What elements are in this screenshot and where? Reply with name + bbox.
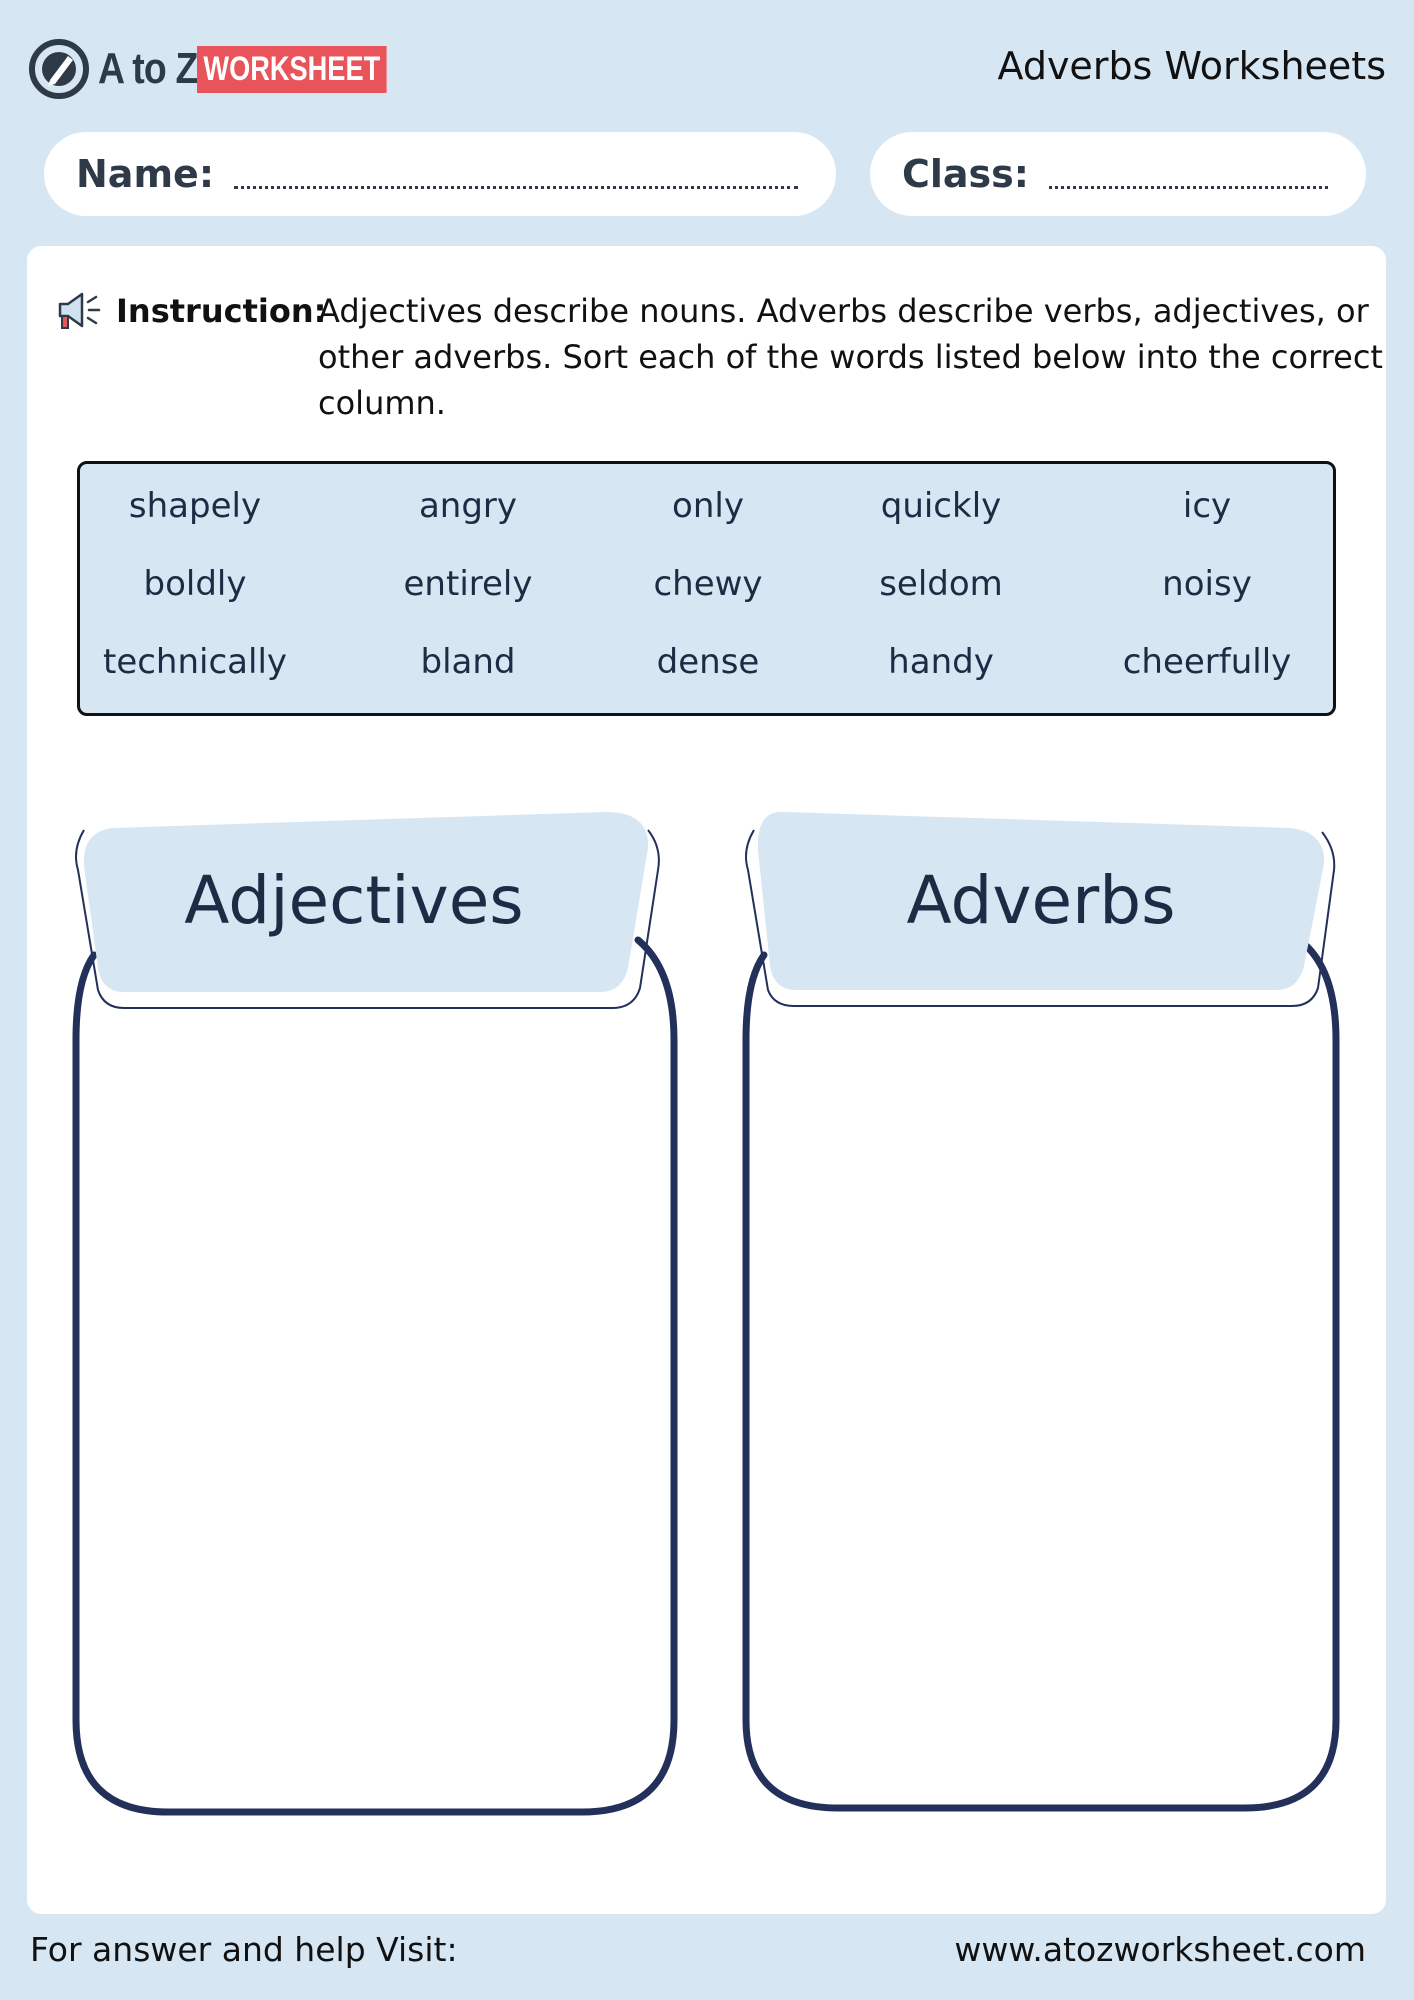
page-title: Adverbs Worksheets — [997, 44, 1386, 88]
word-item[interactable]: shapely — [128, 486, 262, 526]
logo-badge: WORKSHEET — [197, 46, 387, 93]
instruction-label: Instruction: — [116, 292, 327, 330]
word-item[interactable]: boldly — [143, 564, 247, 604]
word-item[interactable]: noisy — [1162, 564, 1252, 604]
word-item[interactable]: icy — [1182, 486, 1232, 526]
name-label: Name: — [76, 152, 215, 196]
logo-text: A to Z — [98, 44, 198, 93]
adjectives-heading: Adjectives — [184, 862, 524, 939]
word-item[interactable]: seldom — [879, 564, 1003, 604]
adverbs-answer-area[interactable] — [760, 1010, 1322, 1796]
word-item[interactable]: entirely — [403, 564, 533, 604]
word-item[interactable]: cheerfully — [1122, 642, 1292, 682]
footer-help-text: For answer and help Visit: — [30, 1930, 458, 1969]
footer-website-link[interactable]: www.atozworksheet.com — [954, 1930, 1366, 1969]
adjectives-answer-area[interactable] — [90, 1010, 660, 1800]
class-label: Class: — [902, 152, 1029, 196]
word-item[interactable]: handy — [888, 642, 994, 682]
word-item[interactable]: only — [672, 486, 744, 526]
instruction-text: Adjectives describe nouns. Adverbs describe verbs, adjectives, or other adverbs. Sort each of the words listed below into the correct column. — [318, 292, 1383, 422]
word-item[interactable]: bland — [420, 642, 516, 682]
word-item[interactable]: chewy — [653, 564, 763, 604]
word-item[interactable]: angry — [418, 486, 518, 526]
word-item[interactable]: dense — [656, 642, 760, 682]
adverbs-heading: Adverbs — [906, 862, 1176, 939]
word-item[interactable]: technically — [102, 642, 288, 682]
word-item[interactable]: quickly — [880, 486, 1002, 526]
